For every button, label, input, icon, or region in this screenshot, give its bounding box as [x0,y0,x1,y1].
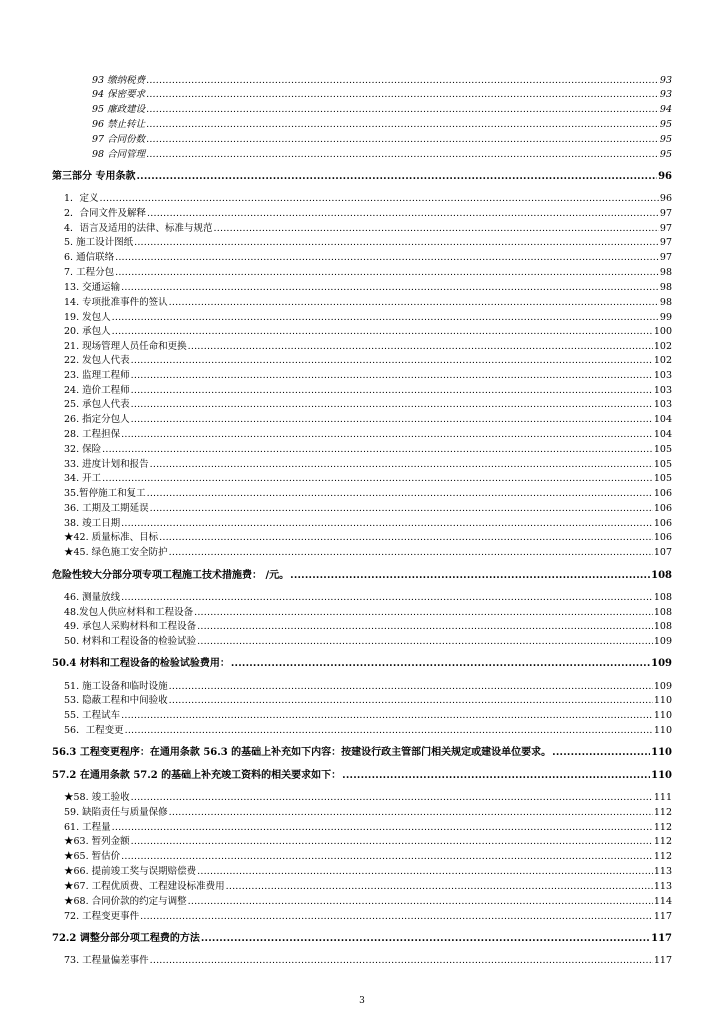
toc-entry[interactable] [64,681,672,693]
toc-entry[interactable] [92,134,672,146]
toc-leader-dots [121,592,653,604]
toc-entry[interactable] [64,282,672,294]
toc-leader-dots [100,193,659,205]
toc-leader-dots [150,503,653,515]
toc-leader-dots [131,792,653,804]
toc-entry[interactable] [92,75,672,87]
toc-entry-page: 106 [653,518,672,529]
toc-entry-page: 95 [659,134,672,145]
toc-entry-title: 6. 通信联络 [64,252,115,263]
toc-entry-title: 49. 承包人采购材料和工程设备 [64,621,197,632]
toc-entry-title: 23. 监理工程师 [64,370,130,381]
toc-leader-dots [131,414,653,426]
toc-leader-dots [131,355,653,367]
toc-leader-dots [121,710,653,722]
toc-entry[interactable] [64,725,672,737]
toc-leader-dots [140,911,653,923]
toc-entry-title: 危险性较大分部分项专项工程施工技术措施费： /元。 [52,570,290,581]
toc-entry[interactable] [64,822,672,834]
toc-entry-page: 105 [653,473,672,484]
toc-leader-dots [169,297,659,309]
toc-entry[interactable] [64,223,672,235]
toc-entry-title: ★63. 暂列金额 [64,836,130,847]
toc-heading[interactable] [52,570,672,582]
toc-heading[interactable] [52,933,672,945]
toc-entry-title: 7. 工程分包 [64,267,115,278]
toc-entry-title: 95 廉政建设 [92,104,146,115]
toc-leader-dots [169,681,653,693]
toc-leader-dots [231,658,650,670]
toc-entry[interactable] [64,341,672,353]
toc-entry[interactable] [64,607,672,619]
toc-entry-page: 117 [651,933,672,944]
toc-leader-dots [146,149,659,161]
toc-entry[interactable] [64,896,672,908]
toc-entry-title: 4．语言及适用的法律、标准与规范 [64,223,213,234]
toc-entry-title: 61. 工程量 [64,822,111,833]
toc-entry-title: 56.3 工程变更程序：在通用条款 56.3 的基础上补充如下内容：按建设行政主管部门相关规定或建设单位要求。 [52,747,552,758]
toc-entry-title: ★42. 质量标准、目标 [64,532,159,543]
toc-entry-title: 35.暂停施工和复工 [64,488,146,499]
toc-entry[interactable] [64,252,672,264]
toc-entry[interactable] [64,193,672,205]
toc-entry-title: 34. 开工 [64,473,102,484]
toc-entry-page: 105 [653,444,672,455]
toc-leader-dots [159,532,653,544]
toc-entry-page: 102 [653,355,672,366]
toc-entry-title: 57.2 在通用条款 57.2 的基础上补充竣工资料的相关要求如下： [52,770,342,781]
toc-leader-dots [131,836,653,848]
toc-leader-dots [102,473,653,485]
toc-entry[interactable] [64,473,672,485]
toc-entry[interactable] [64,385,672,397]
toc-entry[interactable] [64,710,672,722]
toc-leader-dots [342,770,650,782]
toc-entry-title: ★68. 合同价款的约定与调整 [64,896,187,907]
toc-entry-title: 25. 承包人代表 [64,399,130,410]
toc-leader-dots [197,621,653,633]
toc-entry-title: 26. 指定分包人 [64,414,130,425]
toc-leader-dots [197,636,653,648]
toc-leader-dots [188,341,653,353]
toc-entry-title: 20. 承包人 [64,326,111,337]
toc-leader-dots [226,881,653,893]
toc-entry[interactable] [64,326,672,338]
toc-leader-dots [214,223,659,235]
toc-entry-page: 112 [653,807,672,818]
toc-heading[interactable] [52,747,672,759]
toc-leader-dots [131,370,653,382]
toc-leader-dots [147,488,653,500]
toc-entry-title: 94 保密要求 [92,89,146,100]
toc-leader-dots [112,822,653,834]
toc-entry-title: 93 缴纳税费 [92,75,146,86]
toc-entry-title: 第三部分 专用条款 [52,171,136,182]
toc-leader-dots [146,134,659,146]
toc-leader-dots [121,851,653,863]
toc-entry-page: 105 [653,459,672,470]
toc-leader-dots [197,866,653,878]
toc-leader-dots [136,171,657,183]
toc-entry[interactable] [64,911,672,923]
toc-leader-dots [112,312,659,324]
toc-entry-title: ★67. 工程优质费、工程建设标准费用 [64,881,225,892]
toc-entry-title: ★45. 绿色施工安全防护 [64,547,168,558]
toc-entry[interactable] [64,399,672,411]
toc-leader-dots [134,237,659,249]
toc-entry-title: 2．合同文件及解释 [64,208,147,219]
toc-entry[interactable] [64,792,672,804]
toc-entry[interactable] [64,621,672,633]
toc-leader-dots [121,282,659,294]
toc-entry-page: 103 [653,385,672,396]
toc-entry-title: 38. 竣工日期 [64,518,121,529]
toc-leader-dots [146,119,659,131]
toc-leader-dots [146,104,659,116]
toc-leader-dots [552,747,650,759]
toc-leader-dots [290,570,650,582]
toc-entry-title: 55. 工程试车 [64,710,121,721]
toc-entry-page: 104 [653,429,672,440]
toc-entry[interactable] [64,297,672,309]
toc-entry-page: 97 [659,237,672,248]
toc-entry-title: 72. 工程变更事件 [64,911,140,922]
toc-entry-page: 97 [659,208,672,219]
toc-leader-dots [131,385,653,397]
toc-entry[interactable] [64,488,672,500]
toc-entry-title: 19. 发包人 [64,312,111,323]
toc-entry[interactable] [92,104,672,116]
toc-entry[interactable] [64,459,672,471]
toc-entry-title: 14. 专项批准事件的签认 [64,297,168,308]
toc-entry-page: 107 [653,547,672,558]
toc-entry-title: 48.发包人供应材料和工程设备 [64,607,194,618]
toc-leader-dots [147,208,659,220]
toc-entry-title: 73. 工程量偏差事件 [64,955,149,966]
toc-entry-page: 102 [653,341,672,352]
toc-entry-title: 36. 工期及工期延误 [64,503,149,514]
toc-entry-page: 104 [653,414,672,425]
toc-leader-dots [115,252,659,264]
toc-entry[interactable] [64,267,672,279]
toc-entry-title: 13. 交通运输 [64,282,121,293]
toc-entry-title: 1．定义 [64,193,99,204]
toc-entry-title: 50.4 材料和工程设备的检验试验费用： [52,658,230,669]
toc-entry-page: 98 [659,267,672,278]
toc-entry[interactable] [64,429,672,441]
toc-entry[interactable] [64,836,672,848]
toc-entry[interactable] [64,866,672,878]
page-number: 3 [359,996,365,1006]
toc-entry-page: 94 [659,104,672,115]
toc-leader-dots [150,459,653,471]
toc-entry-page: 117 [653,955,672,966]
toc-entry-page: 109 [651,658,672,669]
toc-entry[interactable] [64,807,672,819]
toc-entry[interactable] [92,149,672,161]
toc-leader-dots [121,429,653,441]
toc-entry-title: 22. 发包人代表 [64,355,130,366]
toc-entry-page: 110 [653,725,672,736]
toc-entry-title: ★65. 暂估价 [64,851,121,862]
toc-entry-page: 117 [653,911,672,922]
toc-entry-page: 103 [653,370,672,381]
toc-leader-dots [131,399,653,411]
toc-entry-page: 108 [653,607,672,618]
toc-leader-dots [146,75,659,87]
toc-entry-page: 93 [659,89,672,100]
toc-entry-page: 95 [659,149,672,160]
toc-entry[interactable] [64,208,672,220]
toc-entry-title: ★58. 竣工验收 [64,792,130,803]
toc-heading[interactable] [52,658,672,670]
toc-leader-dots [115,267,659,279]
toc-entry-title: 59. 缺陷责任与质量保修 [64,807,168,818]
toc-leader-dots [169,695,653,707]
toc-entry-page: 96 [659,193,672,204]
toc-entry-page: 100 [653,326,672,337]
toc-entry-page: 96 [658,171,672,182]
toc-entry-page: 106 [653,503,672,514]
toc-entry-page: 110 [651,747,672,758]
toc-entry[interactable] [92,89,672,101]
toc-entry-title: 53. 隐蔽工程和中间验收 [64,695,168,706]
toc-entry[interactable] [64,312,672,324]
toc-leader-dots [169,807,653,819]
toc-leader-dots [125,725,653,737]
toc-entry-page: 106 [653,532,672,543]
toc-entry-page: 112 [653,836,672,847]
toc-entry-title: 21. 现场管理人员任命和更换 [64,341,187,352]
toc-entry-page: 98 [659,282,672,293]
toc-entry[interactable] [64,851,672,863]
toc-entry-page: 109 [653,681,672,692]
toc-entry-page: 114 [653,896,672,907]
toc-entry[interactable] [92,119,672,131]
toc-entry-title: 32. 保险 [64,444,102,455]
toc-entry-page: 110 [653,710,672,721]
toc-entry[interactable] [64,592,672,604]
toc-entry[interactable] [64,695,672,707]
toc-entry[interactable] [64,547,672,559]
toc-entry[interactable] [64,532,672,544]
toc-leader-dots [150,955,653,967]
toc-entry[interactable] [64,881,672,893]
toc-entry-title: 24. 造价工程师 [64,385,130,396]
toc-entry-page: 108 [653,592,672,603]
toc-entry-page: 93 [659,75,672,86]
toc-entry[interactable] [64,636,672,648]
toc-entry-title: 50. 材料和工程设备的检验试验 [64,636,197,647]
toc-entry[interactable] [64,503,672,515]
toc-entry-title: 96 禁止转让 [92,119,146,130]
toc-entry-page: 113 [653,866,672,877]
toc-entry-page: 95 [659,119,672,130]
toc-entry-page: 108 [653,621,672,632]
toc-entry-page: 110 [651,770,672,781]
toc-entry-title: 97 合同份数 [92,134,146,145]
toc-entry[interactable] [64,355,672,367]
toc-leader-dots [188,896,653,908]
toc-entry-title: 46. 测量放线 [64,592,121,603]
toc-entry-page: 99 [659,312,672,323]
toc-leader-dots [146,89,659,101]
toc-leader-dots [112,326,653,338]
toc-leader-dots [194,607,653,619]
toc-entry[interactable] [64,955,672,967]
toc-entry-page: 113 [653,881,672,892]
toc-entry[interactable] [64,237,672,249]
toc-entry-title: 28. 工程担保 [64,429,121,440]
toc-entry-page: 110 [653,695,672,706]
toc-heading[interactable] [52,770,672,782]
toc-leader-dots [121,518,653,530]
toc-entry-page: 97 [659,223,672,234]
toc-entry[interactable] [64,518,672,530]
toc-heading[interactable] [52,171,672,183]
toc-entry[interactable] [64,370,672,382]
toc-entry-title: ★66. 提前竣工奖与误期赔偿费 [64,866,197,877]
toc-entry-page: 108 [651,570,672,581]
toc-entry-page: 106 [653,488,672,499]
toc-entry-page: 111 [653,792,672,803]
toc-entry-title: 72.2 调整分部分项工程费的方法 [52,933,200,944]
toc-entry-page: 109 [653,636,672,647]
toc-entry-page: 103 [653,399,672,410]
toc-leader-dots [169,547,653,559]
toc-entry[interactable] [64,414,672,426]
toc-entry-page: 112 [653,822,672,833]
toc-entry-title: 98 合同管理 [92,149,146,160]
toc-entry[interactable] [64,444,672,456]
toc-leader-dots [102,444,653,456]
toc-entry-title: 56．工程变更 [64,725,124,736]
toc-entry-title: 51. 施工设备和临时设施 [64,681,168,692]
toc-entry-page: 98 [659,297,672,308]
toc-leader-dots [201,933,650,945]
toc-entry-title: 5. 施工设计图纸 [64,237,134,248]
toc-entry-title: 33. 进度计划和报告 [64,459,149,470]
toc-entry-page: 97 [659,252,672,263]
toc-entry-page: 112 [653,851,672,862]
